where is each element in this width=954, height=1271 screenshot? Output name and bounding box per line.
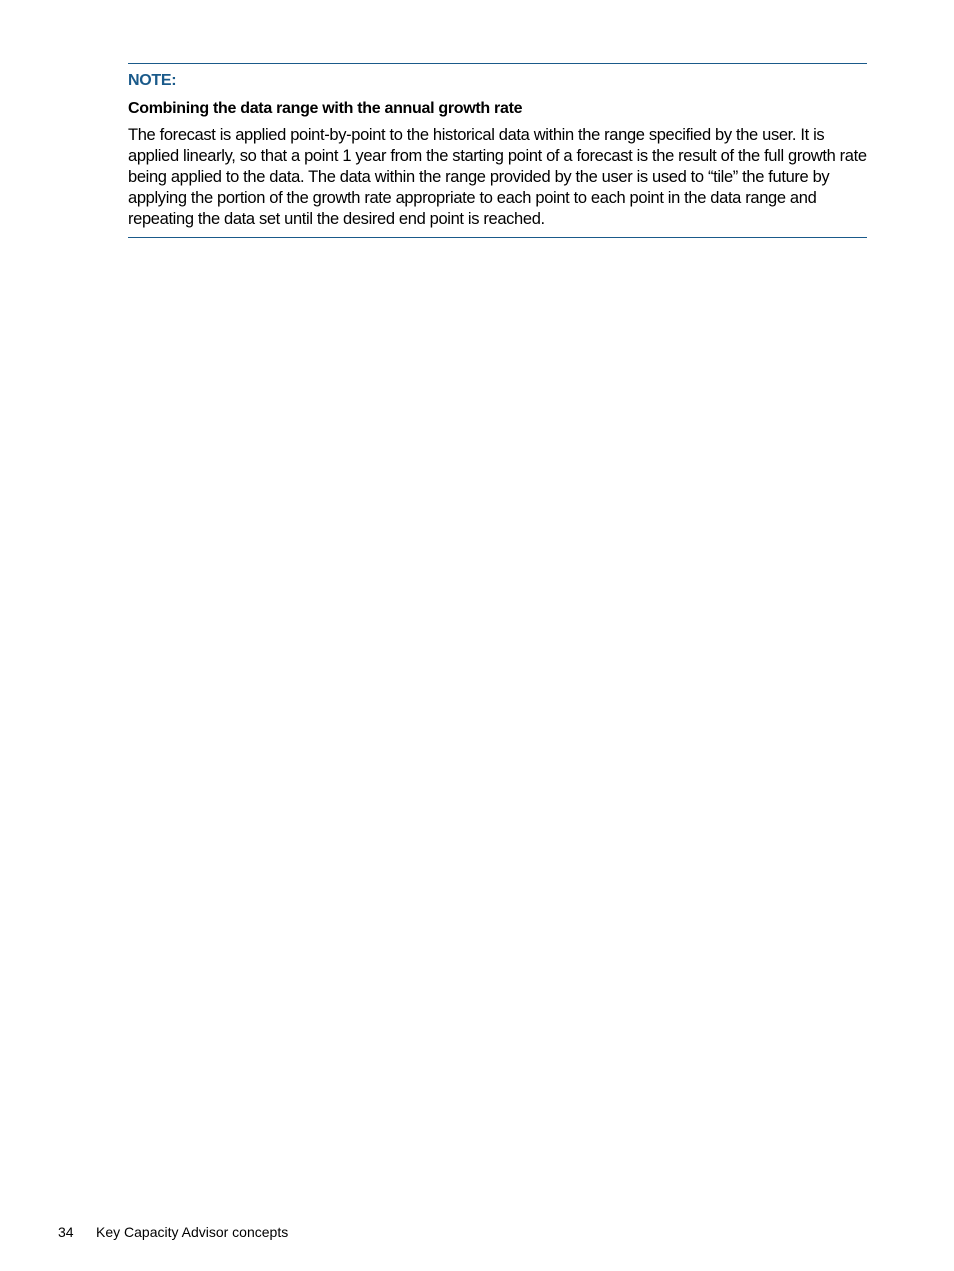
note-label: NOTE: bbox=[128, 72, 177, 89]
page-footer bbox=[58, 1222, 288, 1242]
footer-section-title: Key Capacity Advisor concepts bbox=[96, 1224, 289, 1240]
note-box bbox=[128, 63, 867, 238]
page-number: 34 bbox=[58, 1224, 74, 1240]
note-body: The forecast is applied point-by-point to the historical data within the range specified by the user. It is applied linearly, so that a point 1 year from the starting point of a forecast is the result of the full growth rate being applied to the data. The data within the range provided by the user is used to “tile” the future by applying the portion of the growth rate appropriate to each point to each point in the data range and repeating the data set until the desired end point is reached. bbox=[128, 126, 867, 228]
note-heading: Combining the data range with the annual growth rate bbox=[128, 100, 523, 117]
